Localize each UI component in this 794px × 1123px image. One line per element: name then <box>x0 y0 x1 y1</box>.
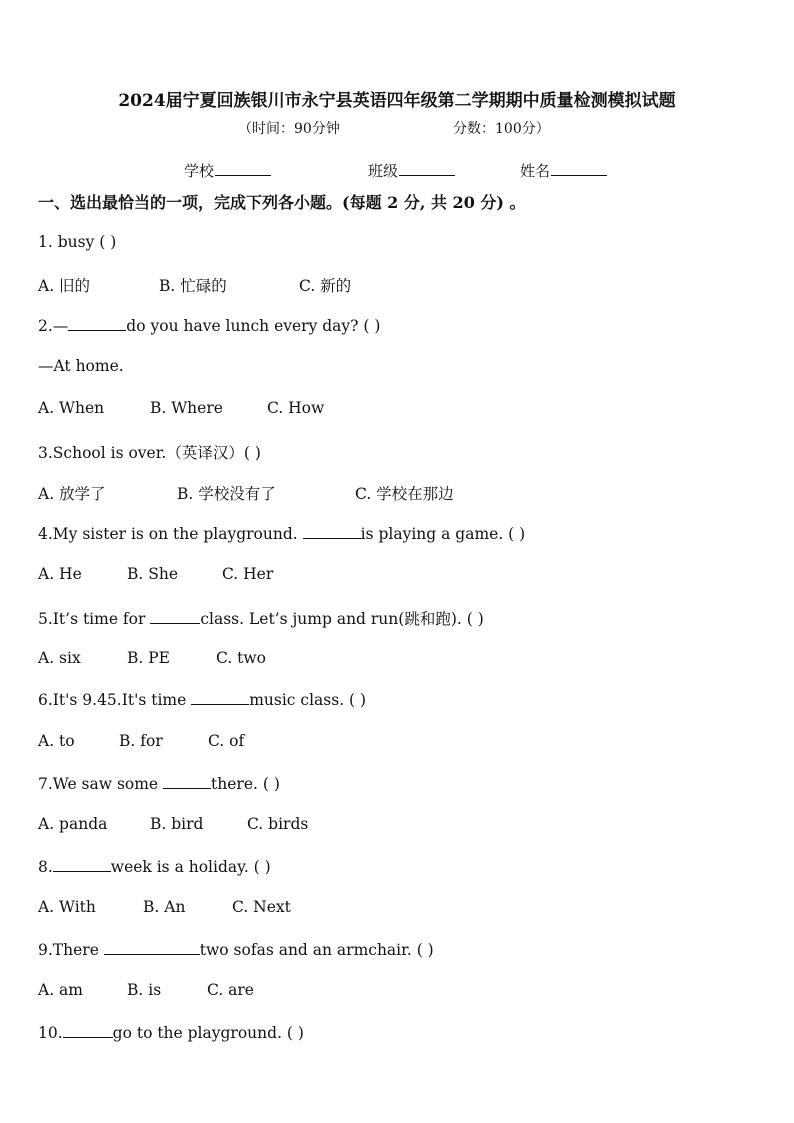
question-2-options <box>38 399 324 417</box>
question-1 <box>38 233 116 251</box>
question-9-options <box>38 981 254 999</box>
question-text-end: two sofas and an armchair. ( ) <box>199 941 434 959</box>
answer-blank[interactable] <box>163 774 211 789</box>
answer-blank[interactable] <box>68 316 126 331</box>
option-b[interactable]: B. for <box>119 732 163 750</box>
question-1-options <box>38 274 351 296</box>
option-b[interactable]: B. 学校没有了 <box>177 485 276 503</box>
question-3-options <box>38 482 454 504</box>
option-a[interactable]: A. am <box>38 981 83 999</box>
option-c[interactable]: C. 学校在那边 <box>355 485 454 503</box>
question-text: 9.There <box>38 941 104 959</box>
question-10 <box>38 1023 304 1042</box>
option-b[interactable]: B. 忙碌的 <box>159 277 227 295</box>
question-text-end: ) <box>105 233 117 251</box>
question-text: 4.My sister is on the playground. <box>38 525 303 543</box>
question-5 <box>38 607 484 629</box>
question-9 <box>38 940 434 959</box>
option-c[interactable]: C. birds <box>247 815 309 833</box>
section-heading: 一、选出最恰当的一项，完成下列各小题。(每题 2 分, 共 20 分) 。 <box>38 193 526 212</box>
question-text: 10. <box>38 1024 63 1042</box>
option-c[interactable]: C. of <box>208 732 245 750</box>
question-8-options <box>38 898 291 916</box>
exam-time: （时间：90分钟 <box>238 121 340 137</box>
question-text: 3.School is over.（英译汉）( ) <box>38 444 261 462</box>
page-title: 2024届宁夏回族银川市永宁县英语四年级第二学期期中质量检测模拟试题 <box>118 91 676 111</box>
question-text: 5.It’s time for <box>38 610 151 628</box>
class-field <box>368 160 455 181</box>
question-2 <box>38 316 380 335</box>
question-text-end: is playing a game. ( ) <box>360 525 526 543</box>
question-text-end: class. Let’s jump and run(跳和跑). ( ) <box>200 610 484 628</box>
answer-blank[interactable] <box>303 524 361 539</box>
option-a[interactable]: A. to <box>38 732 75 750</box>
answer-blank[interactable] <box>191 690 249 705</box>
answer-blank[interactable] <box>63 1023 113 1038</box>
name-field <box>520 160 607 181</box>
question-text-end: music class. ( ) <box>249 691 367 709</box>
question-7-options <box>38 815 308 833</box>
option-a[interactable]: A. When <box>38 399 105 417</box>
school-field <box>184 160 271 181</box>
question-4 <box>38 524 525 543</box>
class-label: 班级 <box>368 162 399 180</box>
question-2-answer: —At home. <box>38 357 124 375</box>
option-b[interactable]: B. bird <box>150 815 204 833</box>
option-c[interactable]: C. Next <box>232 898 291 916</box>
question-text-end: there. ( ) <box>211 775 280 793</box>
school-blank[interactable] <box>215 161 271 176</box>
option-a[interactable]: A. panda <box>38 815 108 833</box>
option-b[interactable]: B. is <box>127 981 162 999</box>
question-7 <box>38 774 280 793</box>
question-3 <box>38 441 261 463</box>
option-c[interactable]: C. Her <box>222 565 274 583</box>
question-text: 1. busy ( <box>38 233 106 251</box>
answer-blank[interactable] <box>150 609 200 624</box>
question-text: 6.It's 9.45.It's time <box>38 691 192 709</box>
answer-blank[interactable] <box>104 940 200 955</box>
school-label: 学校 <box>184 162 215 180</box>
option-a[interactable]: A. 旧的 <box>38 277 91 295</box>
question-text-end: week is a holiday. ( ) <box>110 858 271 876</box>
question-text-end: do you have lunch every day? ( ) <box>126 317 381 335</box>
question-text: 2.— <box>38 317 69 335</box>
name-blank[interactable] <box>551 161 607 176</box>
option-c[interactable]: C. are <box>207 981 254 999</box>
option-a[interactable]: A. 放学了 <box>38 485 106 503</box>
option-c[interactable]: C. 新的 <box>299 277 352 295</box>
class-blank[interactable] <box>399 161 455 176</box>
name-label: 姓名 <box>520 162 551 180</box>
question-8 <box>38 857 271 876</box>
option-b[interactable]: B. Where <box>150 399 223 417</box>
option-b[interactable]: B. She <box>127 565 179 583</box>
question-6-options <box>38 732 244 750</box>
question-text: 8. <box>38 858 53 876</box>
option-a[interactable]: A. six <box>38 649 81 667</box>
question-text-end: go to the playground. ( ) <box>112 1024 304 1042</box>
option-c[interactable]: C. How <box>267 399 325 417</box>
option-c[interactable]: C. two <box>216 649 266 667</box>
question-6 <box>38 690 366 709</box>
option-b[interactable]: B. PE <box>127 649 170 667</box>
question-4-options <box>38 565 273 583</box>
question-text: 7.We saw some <box>38 775 164 793</box>
option-b[interactable]: B. An <box>143 898 186 916</box>
answer-blank[interactable] <box>53 857 111 872</box>
option-a[interactable]: A. With <box>38 898 96 916</box>
option-a[interactable]: A. He <box>38 565 82 583</box>
question-5-options <box>38 649 266 667</box>
exam-score: 分数：100分） <box>453 121 550 137</box>
